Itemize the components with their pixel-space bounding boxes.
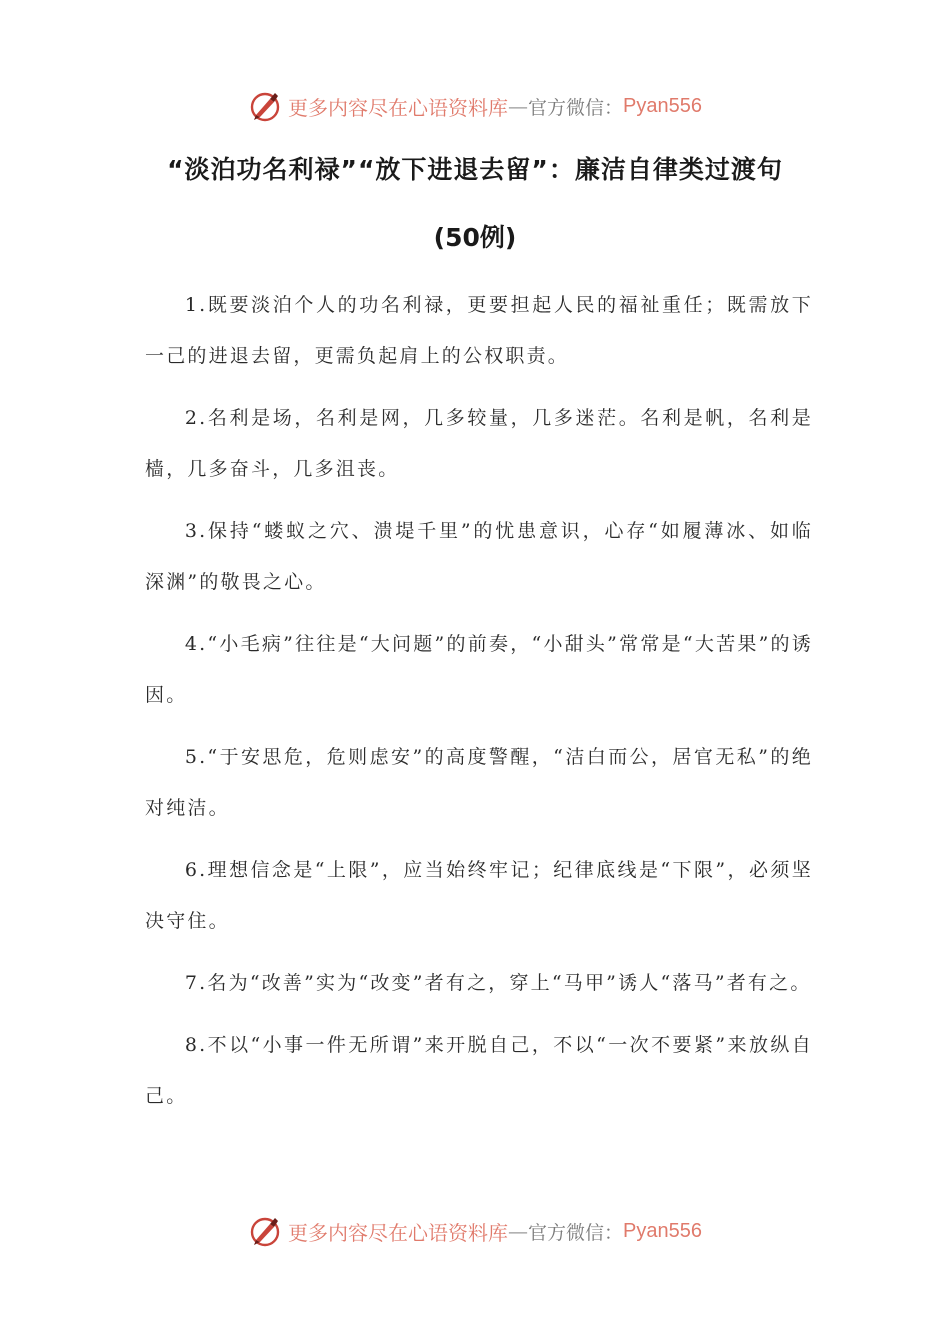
document-title: “淡泊功名利禄”“放下进退去留”：廉洁自律类过渡句 [167,155,783,184]
banner-text: 更多内容尽在心语资料库 [288,1220,508,1245]
list-item: 6.理想信念是“上限”，应当始终牢记；纪律底线是“下限”，必须坚决守住。 [145,859,813,932]
list-item: 3.保持“蝼蚁之穴、溃堤千里”的忧患意识，心存“如履薄冰、如临深渊”的敬畏之心。 [145,520,813,593]
list-item: 7.名为“改善”实为“改变”者有之，穿上“马甲”诱人“落马”者有之。 [184,972,812,994]
banner-separator: — [508,1219,528,1243]
list-item: 2.名利是场，名利是网，几多较量，几多迷茫。名利是帆，名利是樯，几多奋斗，几多沮丧。 [145,407,813,480]
list-item: 8.不以“小事一件无所谓”来开脱自己，不以“一次不要紧”来放纵自己。 [145,1034,813,1107]
list-item: 5.“于安思危，危则虑安”的高度警醒，“洁白而公，居官无私”的绝对纯洁。 [145,746,813,819]
banner-wechat-label: 官方微信： [528,1221,624,1244]
pen-logo-icon [248,89,282,123]
list-item: 1.既要淡泊个人的功名利禄，更要担起人民的福祉重任；既需放下一己的进退去留，更需负起肩上的公权职责。 [145,294,813,367]
banner-separator: — [508,94,528,118]
banner-wechat-id: Pyan556 [623,1219,702,1242]
list-item: 4.“小毛病”往往是“大问题”的前奏，“小甜头”常常是“大苦果”的诱因。 [145,633,813,706]
document-subtitle: (50例) [433,223,517,252]
header-banner [0,86,950,126]
footer-banner [0,1211,950,1251]
banner-wechat-id: Pyan556 [623,94,702,117]
banner-wechat-label: 官方微信： [528,96,624,119]
banner-text: 更多内容尽在心语资料库 [288,95,508,120]
pen-logo-icon [248,1214,282,1248]
item-list [145,280,813,1133]
